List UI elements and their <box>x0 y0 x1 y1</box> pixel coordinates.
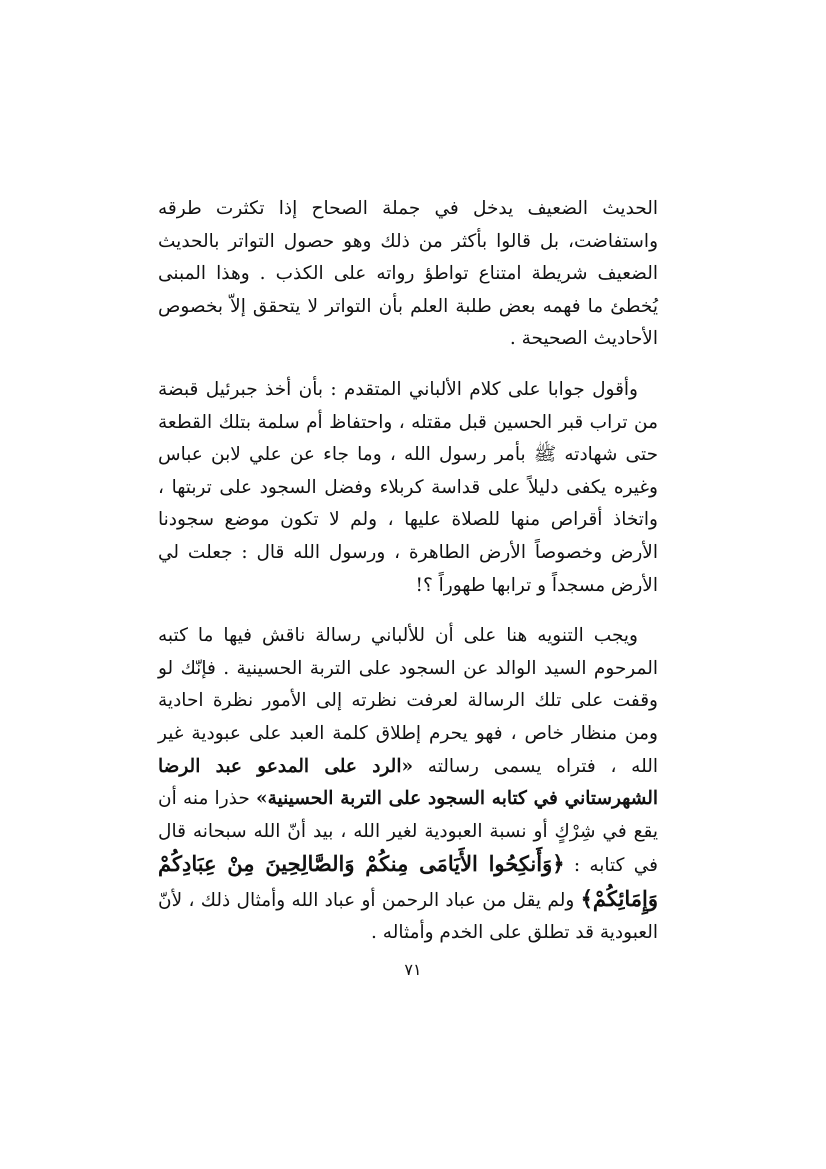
quran-verse: ﴿وَأَنكِحُوا الأَيَامَى مِنكُمْ وَالصَّالِحِينَ مِنْ عِبَادِكُمْ وَإِمَائِكُمْ﴾ <box>158 851 658 911</box>
paragraph-text-part2: حذرا منه أن يقع في شِرْكٍ أو نسبة العبودية لغير الله ، بيد أنّ الله سبحانه قال في كتابه : <box>158 788 658 877</box>
paragraph-text-part1: ويجب التنويه هنا على أن للألباني رسالة ناقش فيها ما كتبه المرحوم السيد الوالد عن السجود على التربة الحسينية . فإنّك لو وقفت على تلك الرسالة لعرفت نظرته إلى الأمور نظرة احادية ومن منظار خاص ، فهو يحرم إطلاق كلمة العبد على عبودية غير الله ، فتراه يسمى رسالته <box>158 625 658 777</box>
paragraph-albani-treatise <box>158 620 658 950</box>
treatise-title: «الرد على المدعو عبد الرضا الشهرستاني في كتابه السجود على التربة الحسينية» <box>158 755 658 810</box>
paragraph-text-part3: ولم يقل من عباد الرحمن أو عباد الله وأمثال ذلك ، لأنّ العبودية قد تطلق على الخدم وأمثاله . <box>158 889 658 944</box>
paragraph-text: وأقول جوابا على كلام الألباني المتقدم : بأن أخذ جبرئيل قبضة من تراب قبر الحسين قبل مقتله ، واحتفاظ أم سلمة بتلك القطعة حتى شهادته ﷺ بأمر رسول الله ، وما جاء عن علي لابن عباس وغيره يكفى دليلاً على قداسة كربلاء وفضل السجود على تربتها ، واتخاذ أقراص منها للصلاة عليها ، ولم لا تكون موضع سجودنا الأرض وخصوصاً الأرض الطاهرة ، ورسول الله قال : جعلت لي الأرض مسجداً و ترابها طهوراً ؟! <box>158 378 658 596</box>
page-number: ٧١ <box>404 960 422 979</box>
paragraph-hadith-tawatur <box>158 193 658 356</box>
paragraph-text: الحديث الضعيف يدخل في جملة الصحاح إذا تكثرت طرقه واستفاضت، بل قالوا بأكثر من ذلك وهو حصول التواتر بالحديث الضعيف شريطة امتناع تواطؤ رواته على الكذب . وهذا المبنى يُخطئ ما فهمه بعض طلبة العلم بأن التواتر لا يتحقق إلاّ بخصوص الأحاديث الصحيحة . <box>158 198 658 350</box>
body-text <box>158 193 658 950</box>
paragraph-reply-albani <box>158 374 658 602</box>
